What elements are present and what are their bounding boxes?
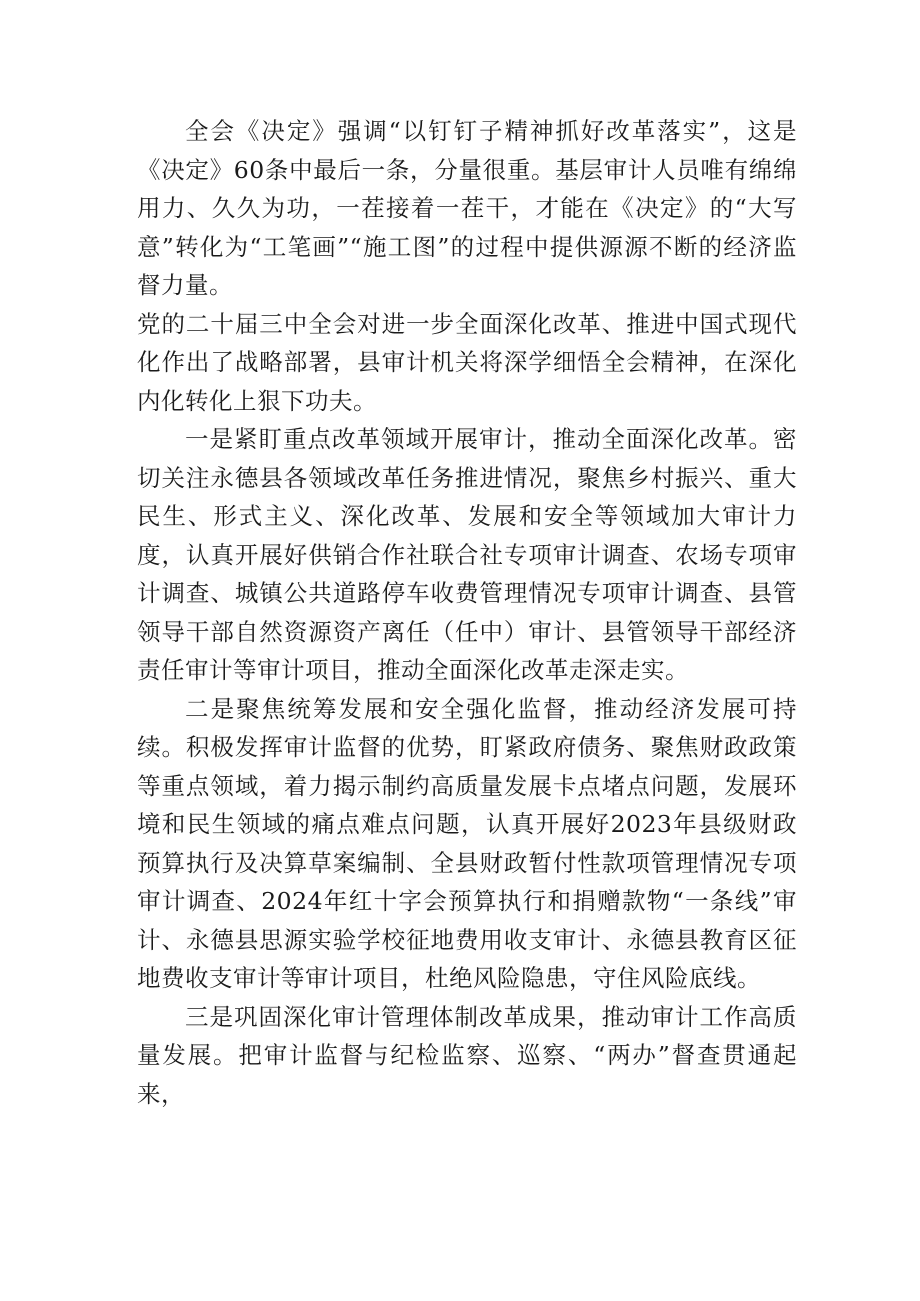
paragraph-point-two: 二是聚焦统筹发展和安全强化监督，推动经济发展可持续。积极发挥审计监督的优势，盯紧政府债务、聚焦财政政策等重点领域，着力揭示制约高质量发展卡点堵点问题，发展环境和民生领域的痛点难点问题，认真开展好2023年县级财政预算执行及决算草案编制、全县财政暂付性款项管理情况专项审计调查、2024年红十字会预算执行和捐赠款物“一条线”审计、永德县思源实验学校征地费用收支审计、永德县教育区征地费收支审计等审计项目，杜绝风险隐患，守住风险底线。	[137, 694, 797, 992]
paragraph-point-three: 三是巩固深化审计管理体制改革成果，推动审计工作高质量发展。把审计监督与纪检监察、巡察、“两办”督查贯通起来，	[137, 1002, 797, 1108]
document-body	[137, 112, 797, 1113]
paragraph-point-one: 一是紧盯重点改革领域开展审计，推动全面深化改革。密切关注永德县各领域改革任务推进情况，聚焦乡村振兴、重大民生、形式主义、深化改革、发展和安全等领域加大审计力度，认真开展好供销合作社联合社专项审计调查、农场专项审计调查、城镇公共道路停车收费管理情况专项审计调查、县管领导干部自然资源资产离任（任中）审计、县管领导干部经济责任审计等审计项目，推动全面深化改革走深走实。	[137, 425, 797, 684]
paragraph-plenum-deployment: 党的二十届三中全会对进一步全面深化改革、推进中国式现代化作出了战略部署，县审计机关将深学细悟全会精神，在深化内化转化上狠下功夫。	[137, 309, 797, 415]
paragraph-decision-emphasis: 全会《决定》强调“以钉钉子精神抓好改革落实”，这是《决定》60条中最后一条，分量很重。基层审计人员唯有绵绵用力、久久为功，一茬接着一茬干，才能在《决定》的“大写意”转化为“工笔画”“施工图”的过程中提供源源不断的经济监督力量。	[137, 117, 797, 299]
